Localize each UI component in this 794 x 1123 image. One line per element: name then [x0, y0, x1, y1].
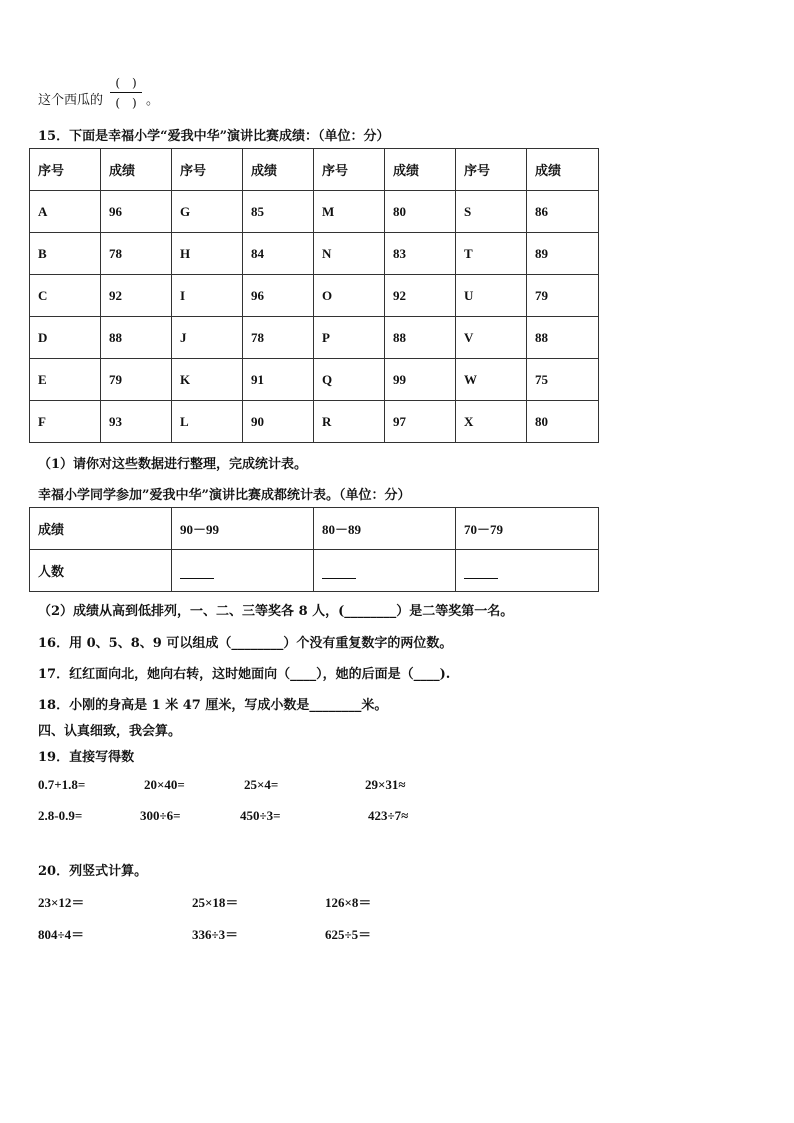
q20-item: 625÷5＝ [325, 927, 372, 942]
table-cell: G [172, 191, 243, 233]
q19-item: 423÷7≈ [368, 808, 409, 823]
q19-item: 300÷6= [140, 808, 181, 823]
table-cell: 99 [385, 359, 456, 401]
table-cell: L [172, 401, 243, 443]
scores-header-cell: 成绩 [527, 149, 599, 191]
count-blank-cell [172, 550, 314, 592]
stats-header-row [30, 508, 599, 550]
q15-part2: （2）成绩从高到低排列，一、二、三等奖各 8 人，(________）是二等奖第一名。 [38, 604, 514, 619]
q14-prefix: 这个西瓜的 [38, 93, 104, 108]
q20-item: 25×18＝ [192, 895, 239, 910]
table-cell: E [30, 359, 101, 401]
table-cell: 92 [101, 275, 172, 317]
fraction-bar [110, 92, 142, 93]
stats-header-cell: 70－79 [456, 508, 599, 550]
table-cell: 80 [385, 191, 456, 233]
table-cell: 89 [527, 233, 599, 275]
table-row [30, 359, 599, 401]
table-cell: 84 [243, 233, 314, 275]
table-cell: M [314, 191, 385, 233]
table-cell: 88 [385, 317, 456, 359]
q20-item: 804÷4＝ [38, 927, 85, 942]
table-cell: R [314, 401, 385, 443]
q19-item: 0.7+1.8= [38, 777, 86, 792]
table-cell: D [30, 317, 101, 359]
table-cell: U [456, 275, 527, 317]
table-cell: 97 [385, 401, 456, 443]
table-cell: 78 [101, 233, 172, 275]
table-cell: T [456, 233, 527, 275]
table-cell: K [172, 359, 243, 401]
table-cell: 88 [527, 317, 599, 359]
table-cell: 86 [527, 191, 599, 233]
q17: 17．红红面向北，她向右转，这时她面向（____），她的后面是（____). [38, 667, 451, 682]
stats-count-row [30, 550, 599, 592]
table-cell: J [172, 317, 243, 359]
q19-item: 25×4= [244, 777, 279, 792]
table-cell: O [314, 275, 385, 317]
q18: 18．小刚的身高是 1 米 47 厘米，写成小数是________米。 [38, 698, 388, 713]
q19-item: 2.8-0.9= [38, 808, 83, 823]
scores-header-row [30, 149, 599, 191]
table-cell: H [172, 233, 243, 275]
table-cell: 83 [385, 233, 456, 275]
table-cell: V [456, 317, 527, 359]
table-cell: P [314, 317, 385, 359]
count-blank-cell [456, 550, 599, 592]
fraction-answer [110, 74, 142, 111]
q15-part1: （1）请你对这些数据进行整理，完成统计表。 [38, 457, 308, 472]
table-cell: 91 [243, 359, 314, 401]
stats-table [29, 507, 599, 592]
scores-header-cell: 序号 [314, 149, 385, 191]
table-row [30, 233, 599, 275]
q20-item: 23×12＝ [38, 895, 85, 910]
table-cell: 80 [527, 401, 599, 443]
table-cell: 79 [101, 359, 172, 401]
q16: 16．用 0、5、8、9 可以组成（________）个没有重复数字的两位数。 [38, 636, 453, 651]
table-cell: C [30, 275, 101, 317]
table-cell: N [314, 233, 385, 275]
table-cell: B [30, 233, 101, 275]
stats-row-label: 人数 [30, 550, 172, 592]
scores-header-cell: 成绩 [243, 149, 314, 191]
q19-item: 29×31≈ [365, 777, 406, 792]
count-blank-cell [314, 550, 456, 592]
q19-item: 20×40= [144, 777, 185, 792]
table-cell: 90 [243, 401, 314, 443]
table-cell: 88 [101, 317, 172, 359]
q15-title: 15．下面是幸福小学“爱我中华”演讲比赛成绩：（单位：分） [38, 129, 390, 144]
table-cell: X [456, 401, 527, 443]
table-cell: S [456, 191, 527, 233]
scores-header-cell: 序号 [456, 149, 527, 191]
stats-header-cell: 90－99 [172, 508, 314, 550]
table-row [30, 401, 599, 443]
table-cell: 96 [243, 275, 314, 317]
q19-title: 19．直接写得数 [38, 750, 135, 765]
q19-item: 450÷3= [240, 808, 281, 823]
table-cell: 92 [385, 275, 456, 317]
scores-header-cell: 序号 [172, 149, 243, 191]
section-4-heading: 四、认真细致，我会算。 [38, 724, 182, 739]
table-cell: 79 [527, 275, 599, 317]
count-blank[interactable] [464, 566, 498, 579]
count-blank[interactable] [322, 566, 356, 579]
table-cell: W [456, 359, 527, 401]
table-cell: F [30, 401, 101, 443]
q20-item: 336÷3＝ [192, 927, 239, 942]
stats-header-cell: 80－89 [314, 508, 456, 550]
table-cell: I [172, 275, 243, 317]
scores-header-cell: 成绩 [385, 149, 456, 191]
table-row [30, 317, 599, 359]
fraction-denominator: ( ) [115, 96, 137, 110]
table-row [30, 275, 599, 317]
fraction-numerator: ( ) [115, 76, 137, 90]
count-blank[interactable] [180, 566, 214, 579]
scores-header-cell: 成绩 [101, 149, 172, 191]
table-row [30, 191, 599, 233]
table-cell: A [30, 191, 101, 233]
scores-table [29, 148, 599, 443]
q14-suffix: 。 [146, 93, 160, 108]
scores-header-cell: 序号 [30, 149, 101, 191]
q20-item: 126×8＝ [325, 895, 372, 910]
table-cell: 78 [243, 317, 314, 359]
table-cell: 96 [101, 191, 172, 233]
stats-header-cell: 成绩 [30, 508, 172, 550]
q20-title: 20．列竖式计算。 [38, 864, 148, 879]
table-cell: 93 [101, 401, 172, 443]
stats-table-title: 幸福小学同学参加”爱我中华”演讲比赛成都统计表。（单位：分） [38, 488, 411, 503]
table-cell: 75 [527, 359, 599, 401]
table-cell: Q [314, 359, 385, 401]
table-cell: 85 [243, 191, 314, 233]
